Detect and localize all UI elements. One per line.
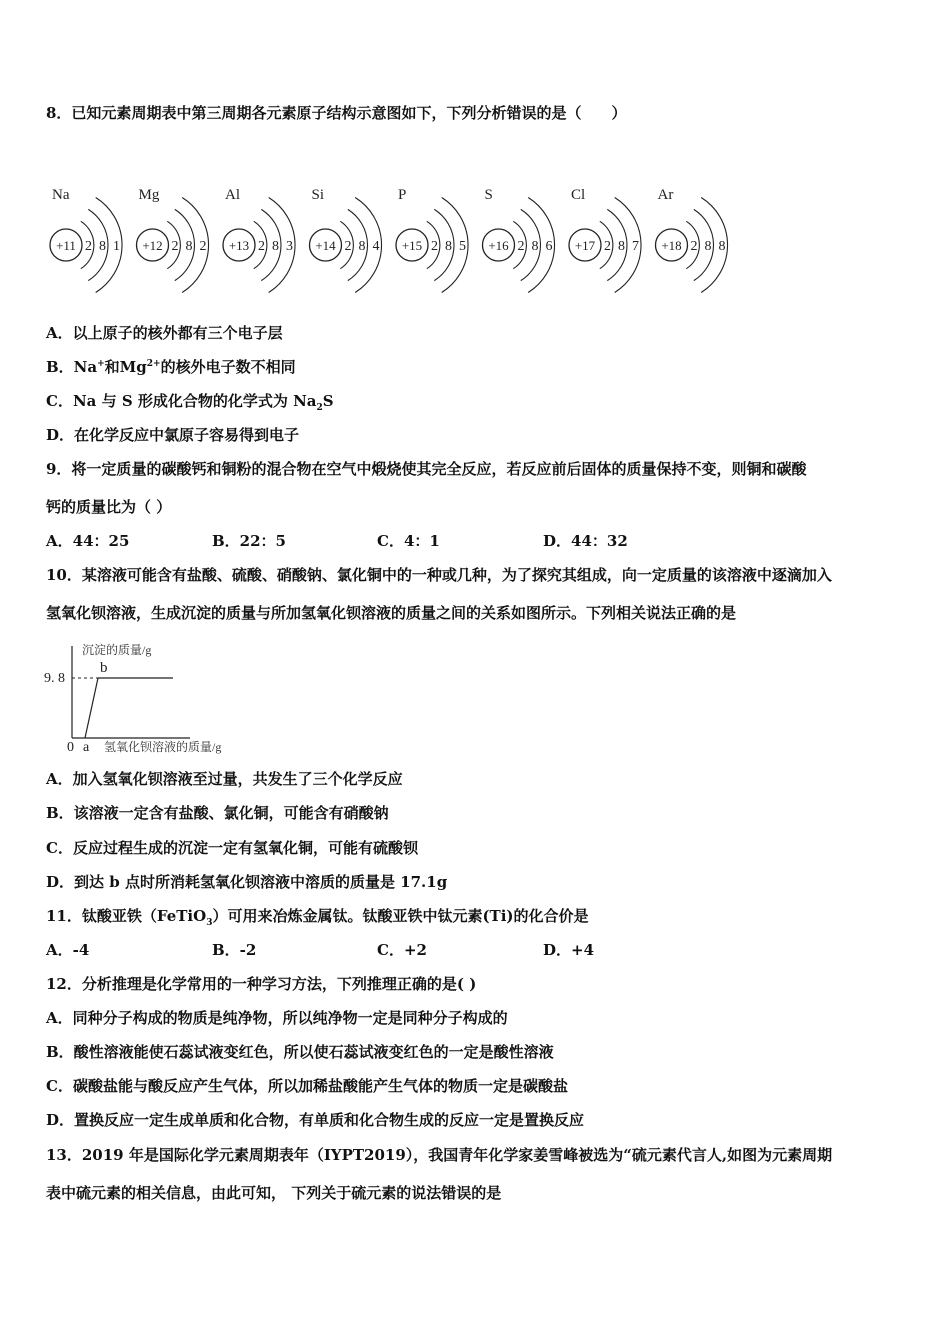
q12-option-d: D．置换反应一定生成单质和化合物，有单质和化合物生成的反应一定是置换反应 xyxy=(46,1111,585,1129)
electron-count-al-2: 8 xyxy=(272,239,279,254)
q9-stem-line1: 9．将一定质量的碳酸钙和铜粉的混合物在空气中煅烧使其完全反应，若反应前后固体的质量保持不变，则铜和碳酸 xyxy=(46,460,807,478)
q11-stem xyxy=(46,906,589,926)
q8-option-a: A．以上原子的核外都有三个电子层 xyxy=(46,324,283,342)
q8-option-b-pre: B．Na xyxy=(46,358,98,376)
graph-x-label: 氢氧化钡溶液的质量/g xyxy=(104,740,222,754)
electron-count-si-3: 4 xyxy=(372,239,380,254)
nucleus-charge-cl: +17 xyxy=(574,238,596,253)
electron-count-mg-2: 8 xyxy=(185,239,193,254)
electron-count-cl-1: 2 xyxy=(604,239,611,254)
graph-y-value: 9. 8 xyxy=(44,671,65,686)
electron-count-si-1: 2 xyxy=(344,239,352,254)
q11-option-c: C．+2 xyxy=(377,941,427,959)
q11-option-b: B．-2 xyxy=(212,941,257,959)
atom-symbol-ar: Ar xyxy=(657,187,674,203)
q8-option-c-post: S xyxy=(322,392,334,410)
electron-count-ar-2: 8 xyxy=(704,239,712,254)
q8-option-d: D．在化学反应中氯原子容易得到电子 xyxy=(46,426,300,444)
graph-point-b: b xyxy=(100,660,108,676)
graph-point-a: a xyxy=(83,740,90,755)
electron-count-cl-2: 8 xyxy=(618,239,625,254)
electron-count-ar-1: 2 xyxy=(690,239,698,254)
graph-origin: 0 xyxy=(67,740,74,755)
atom-symbol-si: Si xyxy=(311,187,325,203)
atom-symbol-al: Al xyxy=(225,187,240,203)
q11-option-a: A．-4 xyxy=(46,941,90,959)
electron-count-mg-3: 2 xyxy=(199,239,207,254)
q9-stem-line2: 钙的质量比为（ ） xyxy=(46,498,172,516)
q8-stem: 8．已知元素周期表中第三周期各元素原子结构示意图如下，下列分析错误的是（ ） xyxy=(46,104,627,122)
q8-option-c xyxy=(46,391,334,411)
electron-count-na-2: 8 xyxy=(99,239,106,254)
q10-stem-line2: 氢氧化钡溶液，生成沉淀的质量与所加氢氧化钡溶液的质量之间的关系如图所示。下列相关说法正确的是 xyxy=(46,604,737,622)
electron-count-si-2: 8 xyxy=(358,239,366,254)
q8-option-c-sub: 2 xyxy=(316,403,323,413)
q13-stem-line1: 13．2019 年是国际化学元素周期表年（IYPT2019），我国青年化学家姜雪峰被选为“硫元素代言人,如图为元素周期 xyxy=(46,1146,833,1164)
q8-option-b-mid: 和Mg xyxy=(104,358,147,376)
electron-count-p-1: 2 xyxy=(431,239,438,254)
q8-option-c-pre: C．Na 与 S 形成化合物的化学式为 Na xyxy=(46,392,317,410)
q13-stem-line2: 表中硫元素的相关信息，由此可知， 下列关于硫元素的说法错误的是 xyxy=(46,1184,502,1202)
q9-option-d: D．44：32 xyxy=(543,532,628,550)
q11-stem-sub: 3 xyxy=(206,918,213,928)
q11-stem-post: ）可用来冶炼金属钛。钛酸亚铁中钛元素(Ti)的化合价是 xyxy=(212,907,589,925)
atom-symbol-mg: Mg xyxy=(138,187,160,203)
q8-option-b xyxy=(46,357,296,377)
atom-symbol-s: S xyxy=(484,187,493,203)
q11-option-d: D．+4 xyxy=(543,941,595,959)
q10-option-a: A．加入氢氧化钡溶液至过量，共发生了三个化学反应 xyxy=(46,770,403,788)
nucleus-charge-s: +16 xyxy=(488,238,509,253)
electron-count-s-2: 8 xyxy=(531,239,539,254)
electron-count-ar-3: 8 xyxy=(718,239,726,254)
electron-count-cl-3: 7 xyxy=(632,239,639,254)
atom-structure-diagram xyxy=(40,180,740,300)
nucleus-charge-ar: +18 xyxy=(661,238,682,253)
q10-option-b: B．该溶液一定含有盐酸、氯化铜，可能含有硝酸钠 xyxy=(46,804,389,822)
precipitate-graph xyxy=(40,636,240,756)
nucleus-charge-si: +14 xyxy=(315,238,336,253)
graph-rising-line xyxy=(85,678,98,738)
q9-option-c: C．4：1 xyxy=(377,532,440,550)
atom-symbol-cl: Cl xyxy=(571,187,586,203)
q10-option-c: C．反应过程生成的沉淀一定有氢氧化铜，可能有硫酸钡 xyxy=(46,839,418,857)
q8-option-b-post: 的核外电子数不相同 xyxy=(160,358,296,376)
electron-count-na-3: 1 xyxy=(113,239,120,254)
electron-count-al-1: 2 xyxy=(258,239,265,254)
electron-count-p-3: 5 xyxy=(459,239,466,254)
electron-count-s-3: 6 xyxy=(545,239,553,254)
q9-option-b: B．22：5 xyxy=(212,532,286,550)
q10-stem-line1: 10．某溶液可能含有盐酸、硫酸、硝酸钠、氯化铜中的一种或几种，为了探究其组成，向一定质量的该溶液中逐滴加入 xyxy=(46,566,832,584)
graph-y-label: 沉淀的质量/g xyxy=(82,643,152,657)
nucleus-charge-na: +11 xyxy=(56,238,76,253)
nucleus-charge-p: +15 xyxy=(401,238,423,253)
atom-symbol-p: P xyxy=(398,187,407,203)
electron-count-s-1: 2 xyxy=(517,239,525,254)
electron-count-mg-1: 2 xyxy=(171,239,179,254)
q12-option-a: A．同种分子构成的物质是纯净物，所以纯净物一定是同种分子构成的 xyxy=(46,1009,508,1027)
q10-option-d: D．到达 b 点时所消耗氢氧化钡溶液中溶质的质量是 17.1g xyxy=(46,873,448,891)
electron-count-p-2: 8 xyxy=(445,239,452,254)
q11-stem-pre: 11．钛酸亚铁（FeTiO xyxy=(46,907,207,925)
q8-option-b-sup1: + xyxy=(97,359,105,369)
q12-option-c: C．碳酸盐能与酸反应产生气体，所以加稀盐酸能产生气体的物质一定是碳酸盐 xyxy=(46,1077,568,1095)
q9-option-a: A．44：25 xyxy=(46,532,130,550)
atom-symbol-na: Na xyxy=(52,187,70,203)
electron-count-na-1: 2 xyxy=(85,239,92,254)
nucleus-charge-mg: +12 xyxy=(142,238,163,253)
nucleus-charge-al: +13 xyxy=(228,238,250,253)
q12-option-b: B．酸性溶液能使石蕊试液变红色，所以使石蕊试液变红色的一定是酸性溶液 xyxy=(46,1043,554,1061)
q8-option-b-sup2: 2+ xyxy=(146,359,161,369)
electron-count-al-3: 3 xyxy=(286,239,293,254)
q12-stem: 12．分析推理是化学常用的一种学习方法，下列推理正确的是( ) xyxy=(46,975,477,993)
